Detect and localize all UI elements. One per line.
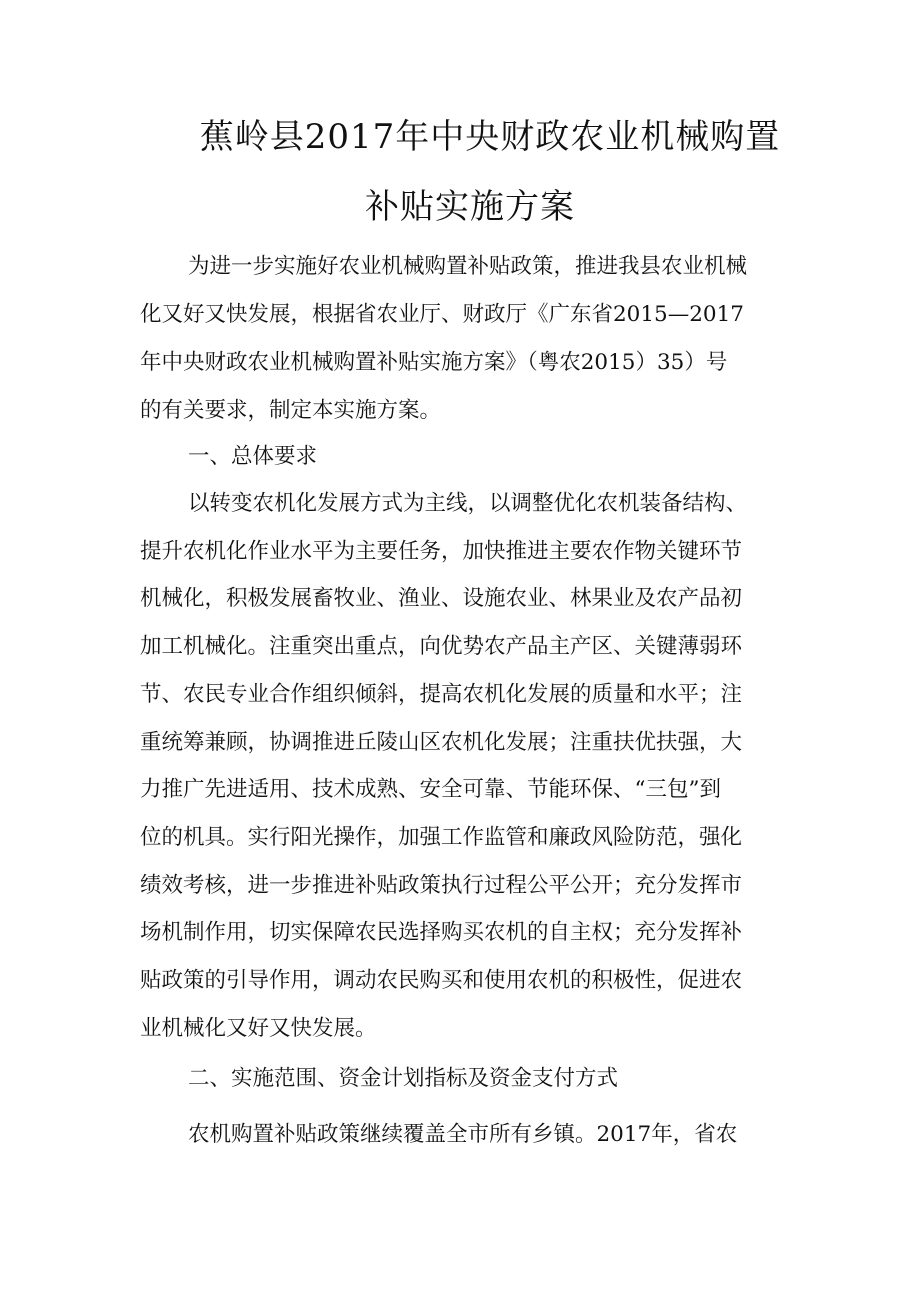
paragraph-line: 机械化，积极发展畜牧业、渔业、设施农业、林果业及农产品初	[140, 586, 743, 611]
paragraph-line: 以转变农机化发展方式为主线，以调整优化农机装备结构、	[188, 491, 748, 516]
paragraph-line: 场机制作用，切实保障农民选择购买农机的自主权；充分发挥补	[140, 920, 743, 945]
paragraph-line: 业机械化又好又快发展。	[140, 1016, 377, 1041]
paragraph-line: 重统筹兼顾，协调推进丘陵山区农机化发展；注重扶优扶强，大	[140, 730, 743, 755]
paragraph-line: 化又好又快发展，根据省农业厅、财政厅《广东省2015—2017	[140, 302, 744, 327]
paragraph-line: 加工机械化。注重突出重点，向优势农产品主产区、关键薄弱环	[140, 634, 743, 659]
paragraph-line: 年中央财政农业机械购置补贴实施方案》（粤农2015）35）号	[140, 350, 728, 375]
section-heading: 二、实施范围、资金计划指标及资金支付方式	[188, 1066, 619, 1091]
paragraph-line: 为进一步实施好农业机械购置补贴政策，推进我县农业机械	[188, 254, 748, 279]
paragraph-line: 位的机具。实行阳光操作，加强工作监管和廉政风险防范，强化	[140, 825, 743, 850]
paragraph-line: 提升农机化作业水平为主要任务，加快推进主要农作物关键环节	[140, 539, 743, 564]
section-heading: 一、总体要求	[188, 444, 318, 469]
paragraph-line: 农机购置补贴政策继续覆盖全市所有乡镇。2017年，省农	[188, 1122, 738, 1147]
paragraph-line: 节、农民专业合作组织倾斜，提高农机化发展的质量和水平；注	[140, 682, 743, 707]
paragraph-line: 力推广先进适用、技术成熟、安全可靠、节能环保、“三包”到	[140, 777, 721, 802]
document-title-line-2: 补贴实施方案	[365, 187, 575, 227]
paragraph-line: 绩效考核，进一步推进补贴政策执行过程公平公开；充分发挥市	[140, 873, 743, 898]
document-title-line-1: 蕉岭县2017年中央财政农业机械购置	[199, 117, 781, 157]
paragraph-line: 贴政策的引导作用，调动农民购买和使用农机的积极性，促进农	[140, 968, 743, 993]
paragraph-line: 的有关要求，制定本实施方案。	[140, 398, 442, 423]
